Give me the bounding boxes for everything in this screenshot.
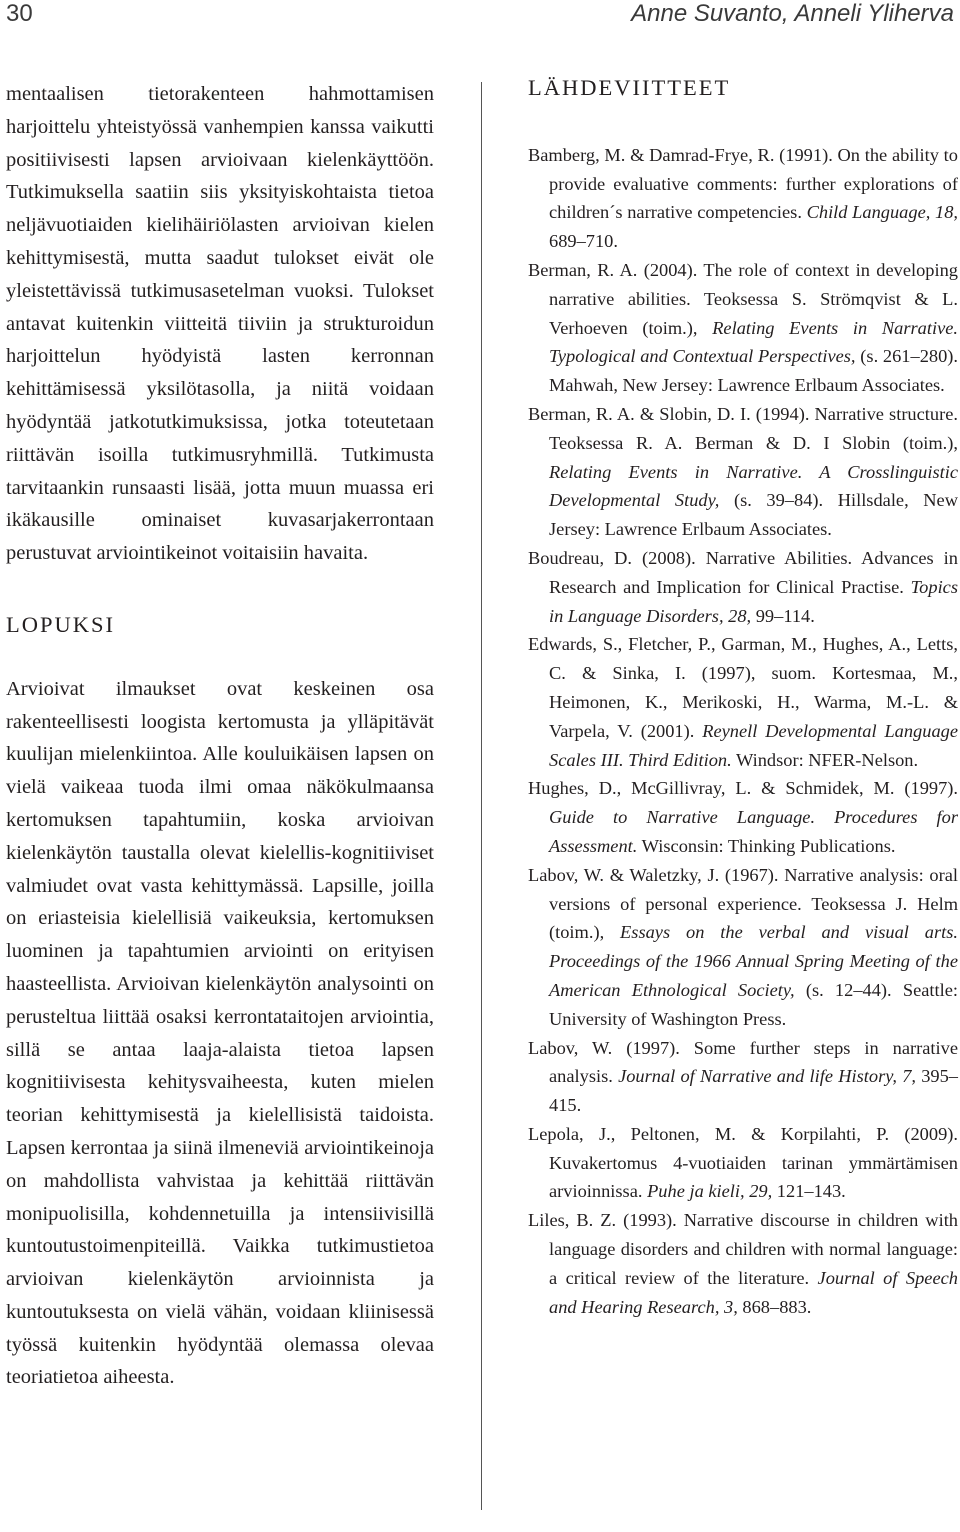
right-column <box>528 74 958 1321</box>
reference-item: Labov, W. & Waletzky, J. (1967). Narrative analysis: oral versions of personal experience. Teoksessa J. Helm (toim.), Essays on the verbal and visual arts. Proceedings of the 1966 Annual Spring Meeting of the American Ethnological Society, (s. 12–44). Seattle: University of Washington Press. <box>528 864 958 1029</box>
reference-item: Boudreau, D. (2008). Narrative Abilities. Advances in Research and Implication for Clinical Practise. Topics in Language Disorders, 28, 99–114. <box>528 547 958 626</box>
page-number: 30 <box>6 0 33 27</box>
reference-item: Labov, W. (1997). Some further steps in narrative analysis. Journal of Narrative and life History, 7, 395–415. <box>528 1037 958 1116</box>
column-divider <box>481 82 482 1510</box>
reference-list <box>528 141 958 1322</box>
reference-item: Edwards, S., Fletcher, P., Garman, M., Hughes, A., Letts, C. & Sinka, I. (1997), suom. Kortesmaa, M., Heimonen, K., Merikoski, H., Warma, M.-L. & Varpela, V. (2001). Reynell Developmental Language Scales III. Third Edition. Windsor: NFER-Nelson. <box>528 634 959 770</box>
body-paragraph: mentaalisen tietorakenteen hahmottamisen harjoittelu yhteistyössä vanhempien kanssa vaikutti positiivisesti lapsen arvioivaan kielenkäyttöön. Tutkimuksella saatiin siis yksityiskohtaista tietoa neljävuotiaiden kielihäiriölasten arvioivan kielen kehittymisestä, mutta saadut tulokset eivät ole yleistettävissä tutkimusasetelman vuoksi. Tulokset antavat kuitenkin viitteitä tiiviin ja strukturoidun harjoittelun hyödyistä lasten kerronnan kehittämisessä yksilötasolla, ja niitä voidaan hyödyntää jatkotutkimuksissa, jotka toteutetaan riittävän isoilla tutkimusryhmillä. Tutkimusta tarvitaankin runsaasti lisää, jotta muun muassa eri ikäkausille ominaiset kuvasarjakerrontaan perustuvat arviointikeinot voitaisiin havaita. <box>6 83 434 565</box>
body-paragraph: Arvioivat ilmaukset ovat keskeinen osa rakenteellisesti loogista kertomusta ja ylläpitävät kuulijan mielenkiintoa. Alle kouluikäisen lapsen on vielä vaikeaa tuoda ilmi omaa näkökulmaansa kertomuksen tapahtumiin, koska arvioivan kielenkäytön taustalla olevat kielellis-kognitiiviset valmiudet ovat vasta kehittymässä. Lapsille, joilla on eriasteisia kielellisiä vaikeuksia, kertomuksen luominen ja tapahtumien arviointi on erityisen haasteellista. Arvioivan kielenkäytön analysointi on perusteltua liittää osaksi kerrontataitojen arviointia, sillä se antaa laaja-alaista tietoa lapsen kognitiivisesta kehitysvaiheesta, kuten mielen teorian kehittymisestä ja kielellisistä taidoista. Lapsen kerrontaa ja siinä ilmeneviä arviointikeinoja on mahdollista vahvistaa ja kehittää riittävän monipuolisilla, kohdennetuilla ja intensiivisillä kuntoutustoimenpiteillä. Vaikka tutkimustietoa arvioivan kielenkäytön arvioinnista ja kuntoutuksesta on vielä vähän, voidaan kliinisessä työssä kuitenkin hyödyntää olemassa olevaa teoriatietoa aiheesta. <box>6 677 434 1389</box>
reference-item: Bamberg, M. & Damrad-Frye, R. (1991). On the ability to provide evaluative comments: further explorations of children´s narrative competencies. Child Language, 18, 689–710. <box>528 144 958 252</box>
reference-item: Liles, B. Z. (1993). Narrative discourse in children with language disorders and children with normal language: a critical review of the literature. Journal of Speech and Hearing Research, 3, 868–883. <box>528 1210 958 1317</box>
left-column <box>6 78 434 1394</box>
reference-item: Berman, R. A. (2004). The role of context in developing narrative abilities. Teoksessa S. Strömqvist & L. Verhoeven (toim.), Relating Events in Narrative. Typological and Contextual Perspectives, (s. 261–280). Mahwah, New Jersey: Lawrence Erlbaum Associates. <box>528 259 959 396</box>
reference-item: Berman, R. A. & Slobin, D. I. (1994). Narrative structure. Teoksessa R. A. Berman & D. I Slobin (toim.), Relating Events in Narrative. A Crosslinguistic Developmental Study, (s. 39–84). Hillsdale, New Jersey: Lawrence Erlbaum Associates. <box>528 403 958 540</box>
running-header-authors: Anne Suvanto, Anneli Yliherva <box>631 0 954 27</box>
section-heading-lopuksi: LOPUKSI <box>6 611 116 637</box>
reference-item: Lepola, J., Peltonen, M. & Korpilahti, P. (2009). Kuvakertomus 4-vuotiaiden tarinan ymmärtämisen arvioinnissa. Puhe ja kieli, 29, 121–143. <box>528 1123 958 1202</box>
section-heading-references: LÄHDEVIITTEET <box>528 75 731 100</box>
reference-item: Hughes, D., McGillivray, L. & Schmidek, M. (1997). Guide to Narrative Language. Procedures for Assessment. Wisconsin: Thinking Publications. <box>528 778 958 856</box>
